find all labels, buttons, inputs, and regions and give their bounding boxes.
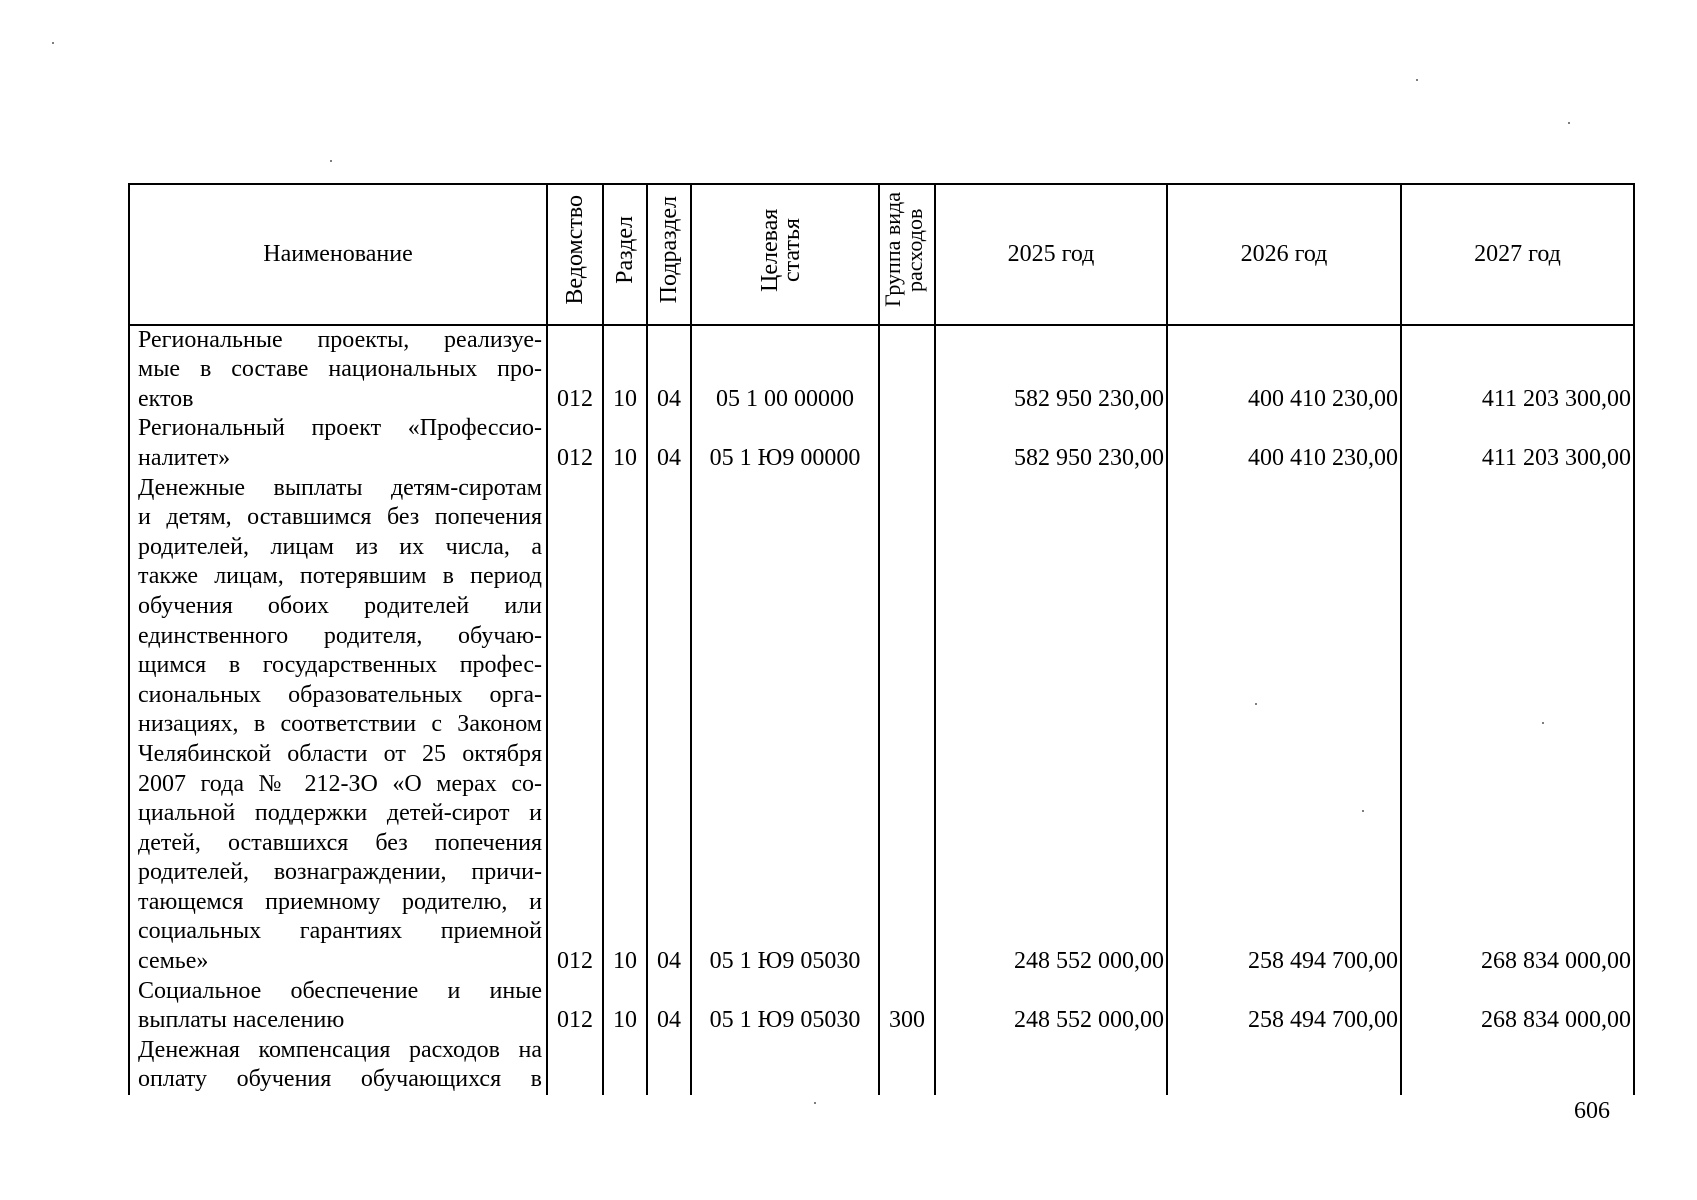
cell-2026 — [1167, 1036, 1401, 1095]
cell-department: 012 — [547, 474, 603, 977]
name-line: оплату обучения обучающихся в — [138, 1066, 542, 1093]
cell-target-item: 05 1 Ю9 05030 — [691, 977, 879, 1036]
table-body — [129, 325, 1634, 1095]
name-line: детей, оставшихся без попечения — [138, 829, 542, 856]
name-line: единственного родителя, обучаю- — [138, 622, 542, 649]
scan-speck — [52, 42, 54, 44]
cell-expense-group — [879, 474, 935, 977]
header-expense-group: Группа вида расходов — [879, 184, 935, 325]
cell-subsection: 04 — [647, 474, 691, 977]
scan-speck — [814, 1102, 816, 1104]
cell-department: 012 — [547, 325, 603, 415]
table-row — [129, 325, 1634, 415]
budget-table — [128, 183, 1635, 1095]
cell-expense-group: 300 — [879, 977, 935, 1036]
page-number: 606 — [1574, 1098, 1610, 1124]
name-line: 2007 года № 212-ЗО «О мерах со- — [138, 770, 542, 797]
name-line: Региональный проект «Профессио- — [138, 415, 542, 442]
name-line: Социальное обеспечение и иные — [138, 977, 542, 1004]
cell-2027: 411 203 300,00 — [1401, 325, 1634, 415]
cell-2027 — [1401, 1036, 1634, 1095]
name-line: циальной поддержки детей-сирот и — [138, 800, 542, 827]
header-section: Раздел — [603, 184, 647, 325]
header-2026: 2026 год — [1167, 184, 1401, 325]
name-line: мые в составе национальных про- — [138, 356, 542, 383]
cell-name — [129, 977, 547, 1036]
name-line: сиональных образовательных орга- — [138, 681, 542, 708]
table-row — [129, 474, 1634, 977]
table-row — [129, 1036, 1634, 1095]
cell-expense-group — [879, 414, 935, 473]
cell-expense-group — [879, 1036, 935, 1095]
scan-speck — [330, 160, 332, 162]
scan-speck — [1542, 722, 1544, 724]
cell-name — [129, 414, 547, 473]
scan-speck — [1568, 122, 1570, 124]
name-line: также лицам, потерявшим в период — [138, 563, 542, 590]
name-line: налитет» — [138, 444, 231, 471]
cell-2025: 248 552 000,00 — [935, 474, 1167, 977]
cell-department: 012 — [547, 977, 603, 1036]
cell-department: 012 — [547, 414, 603, 473]
scan-speck — [1362, 810, 1364, 812]
cell-target-item: 05 1 00 00000 — [691, 325, 879, 415]
header-2025: 2025 год — [935, 184, 1167, 325]
cell-name — [129, 1036, 547, 1095]
name-line: семье» — [138, 948, 209, 975]
cell-2025 — [935, 1036, 1167, 1095]
name-line: Челябинской области от 25 октября — [138, 740, 542, 767]
cell-section: 10 — [603, 325, 647, 415]
header-subsection: Подраздел — [647, 184, 691, 325]
cell-2027: 268 834 000,00 — [1401, 474, 1634, 977]
cell-expense-group — [879, 325, 935, 415]
name-line: щимся в государственных профес- — [138, 652, 542, 679]
cell-name — [129, 325, 547, 415]
scan-speck — [1255, 703, 1257, 705]
name-line: обучения обоих родителей или — [138, 592, 542, 619]
table-header-row — [129, 184, 1634, 325]
cell-target-item — [691, 1036, 879, 1095]
cell-name — [129, 474, 547, 977]
cell-subsection: 04 — [647, 325, 691, 415]
cell-2026: 258 494 700,00 — [1167, 977, 1401, 1036]
cell-2025: 248 552 000,00 — [935, 977, 1167, 1036]
name-line: и детям, оставшимся без попечения — [138, 504, 542, 531]
table-row — [129, 977, 1634, 1036]
name-line: Денежная компенсация расходов на — [138, 1036, 542, 1063]
header-department: Ведомство — [547, 184, 603, 325]
cell-target-item: 05 1 Ю9 00000 — [691, 414, 879, 473]
name-line: Денежные выплаты детям-сиротам — [138, 474, 542, 501]
cell-department — [547, 1036, 603, 1095]
cell-section: 10 — [603, 414, 647, 473]
cell-2026: 400 410 230,00 — [1167, 414, 1401, 473]
name-line: родителей, вознаграждении, причи- — [138, 859, 542, 886]
cell-section: 10 — [603, 977, 647, 1036]
cell-2025: 582 950 230,00 — [935, 325, 1167, 415]
cell-subsection — [647, 1036, 691, 1095]
header-target-item: Целевая статья — [691, 184, 879, 325]
scan-speck — [1416, 79, 1418, 81]
name-line: ектов — [138, 385, 194, 412]
header-2027: 2027 год — [1401, 184, 1634, 325]
table-row — [129, 414, 1634, 473]
name-line: выплаты населению — [138, 1007, 345, 1034]
name-line: тающемся приемному родителю, и — [138, 888, 542, 915]
cell-subsection: 04 — [647, 977, 691, 1036]
cell-2025: 582 950 230,00 — [935, 414, 1167, 473]
cell-2027: 268 834 000,00 — [1401, 977, 1634, 1036]
cell-2026: 258 494 700,00 — [1167, 474, 1401, 977]
cell-2026: 400 410 230,00 — [1167, 325, 1401, 415]
cell-2027: 411 203 300,00 — [1401, 414, 1634, 473]
name-line: родителей, лицам из их числа, а — [138, 533, 542, 560]
cell-section — [603, 1036, 647, 1095]
cell-subsection: 04 — [647, 414, 691, 473]
name-line: низациях, в соответствии с Законом — [138, 711, 542, 738]
name-line: социальных гарантиях приемной — [138, 918, 542, 945]
cell-section: 10 — [603, 474, 647, 977]
cell-target-item: 05 1 Ю9 05030 — [691, 474, 879, 977]
header-name: Наименование — [129, 184, 547, 325]
name-line: Региональные проекты, реализуе- — [138, 326, 542, 353]
